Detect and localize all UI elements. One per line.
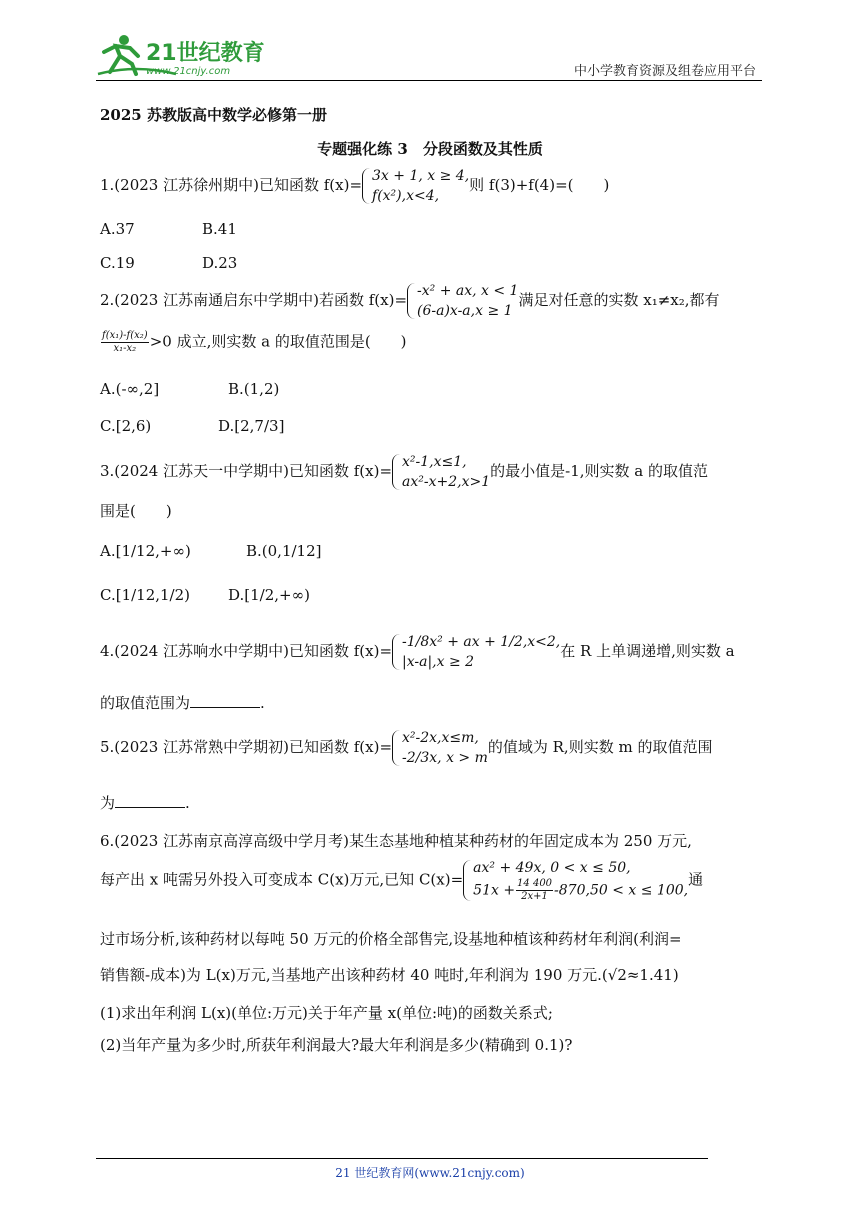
question-6-line3: 过市场分析,该种药材以每吨 50 万元的价格全部售完,设基地种植该种药材年利润(利润= [100, 930, 682, 948]
question-6-line4: 销售额-成本)为 L(x)万元,当基地产出该种药材 40 吨时,年利润为 190 万元.(√2≈1.41) [100, 966, 679, 984]
question-2-line2: $\frac{\text{f(x₁)-f(x₂)}}{\text{x₁-x₂}}$ >0 成立,则实数 a 的取值范围是( ) [102, 330, 407, 354]
piecewise-brace: ax² + 49x, 0 < x ≤ 50, 51x + $\frac{14 400}{2x+1}$ -870,50 < x ≤ 100, [463, 858, 688, 903]
piecewise-brace: x²-2x,x≤m, -2/3x, x > m [392, 728, 488, 768]
fraction: $\frac{14 400}{2x+1}$ [517, 878, 553, 902]
q2-option-a: A.(-∞,2] [100, 380, 160, 398]
q2-option-d: D.[2,7/3] [218, 417, 285, 435]
piecewise-brace: -x² + ax, x < 1 (6-a)x-a,x ≥ 1 [407, 281, 518, 321]
question-5-line2: 为 . [100, 794, 190, 812]
answer-blank[interactable] [115, 793, 185, 808]
question-2: 2.(2023 江苏南通启东中学期中)若函数 f(x)= -x² + ax, x < 1 (6-a)x-a,x ≥ 1 满足对任意的实数 x₁≠x₂,都有 [100, 283, 720, 319]
book-title: 2025 苏教版高中数学必修第一册 [100, 106, 327, 124]
svg-text:21世纪教育: 21世纪教育 [146, 41, 265, 66]
q2-option-b: B.(1,2) [228, 380, 280, 398]
q3-option-a: A.[1/12,+∞) [100, 542, 191, 560]
footer-divider [96, 1158, 708, 1159]
question-6-line2: 每产出 x 吨需另外投入可变成本 C(x)万元,已知 C(x)= ax² + 49x, 0 < x ≤ 50, 51x + $\frac{14 400}{2x+1}$ -870,50 < x ≤ 100, 通 [100, 860, 704, 902]
section-title: 专题强化练 3 分段函数及其性质 [317, 140, 543, 158]
q3-option-c: C.[1/12,1/2) [100, 586, 191, 604]
header-divider [96, 80, 762, 81]
q1-option-c: C.19 [100, 254, 135, 272]
piecewise-brace: 3x + 1, x ≥ 4, f(x²),x<4, [362, 166, 469, 206]
question-3-line2: 围是( ) [100, 502, 172, 520]
q3-option-d: D.[1/2,+∞) [228, 586, 310, 604]
footer-link[interactable]: 21 世纪教育网(www.21cnjy.com) [335, 1166, 525, 1180]
question-6-line1: 6.(2023 江苏南京高淳高级中学月考)某生态基地种植某种药材的年固定成本为 250 万元, [100, 832, 692, 850]
piecewise-brace: x²-1,x≤1, ax²-x+2,x>1 [392, 452, 490, 492]
q3-option-b: B.(0,1/12] [246, 542, 322, 560]
question-6-sub2: (2)当年产量为多少时,所获年利润最大?最大年利润是多少(精确到 0.1)? [100, 1036, 573, 1054]
question-1: 1.(2023 江苏徐州期中)已知函数 f(x)= 3x + 1, x ≥ 4, f(x²),x<4, 则 f(3)+f(4)=( ) [100, 168, 610, 204]
question-4: 4.(2024 江苏响水中学期中)已知函数 f(x)= -1/8x² + ax + 1/2,x<2, |x-a|,x ≥ 2 在 R 上单调递增,则实数 a [100, 634, 735, 670]
fraction: $\frac{\text{f(x₁)-f(x₂)}}{\text{x₁-x₂}}$ [102, 330, 148, 354]
answer-blank[interactable] [190, 693, 260, 708]
q1-option-b: B.41 [202, 220, 237, 238]
site-logo [96, 30, 271, 80]
q1-option-d: D.23 [202, 254, 238, 272]
q2-option-c: C.[2,6) [100, 417, 152, 435]
q1-option-a: A.37 [100, 220, 135, 238]
piecewise-brace: -1/8x² + ax + 1/2,x<2, |x-a|,x ≥ 2 [392, 632, 560, 672]
question-4-line2: 的取值范围为 . [100, 694, 265, 712]
question-3: 3.(2024 江苏天一中学期中)已知函数 f(x)= x²-1,x≤1, ax²-x+2,x>1 的最小值是-1,则实数 a 的取值范 [100, 454, 708, 490]
svg-text:www.21cnjy.com: www.21cnjy.com [146, 66, 231, 77]
header-platform-text: 中小学教育资源及组卷应用平台 [573, 64, 756, 79]
question-5: 5.(2023 江苏常熟中学期初)已知函数 f(x)= x²-2x,x≤m, -2/3x, x > m 的值域为 R,则实数 m 的取值范围 [100, 730, 713, 766]
question-6-sub1: (1)求出年利润 L(x)(单位:万元)关于年产量 x(单位:吨)的函数关系式; [100, 1004, 553, 1022]
